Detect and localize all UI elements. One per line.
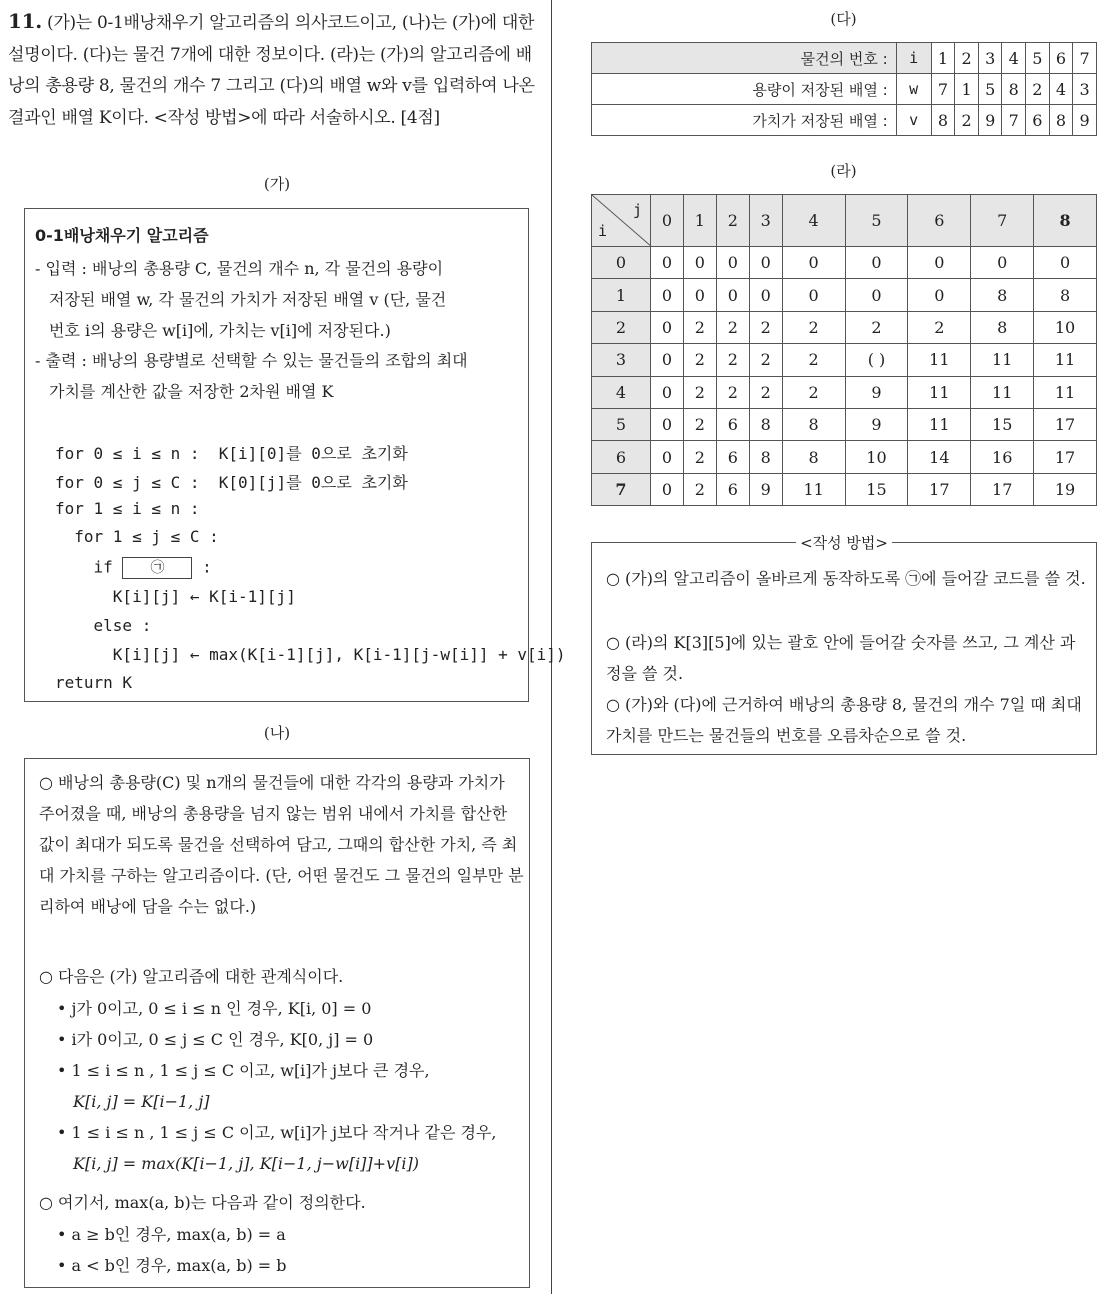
dp-col-header: 2 — [716, 195, 749, 247]
algorithm-title: 0-1배낭채우기 알고리즘 — [35, 226, 209, 245]
dp-cell: 11 — [1034, 344, 1097, 376]
description-text: ○ 배낭의 총용량(C) 및 n개의 물건들에 대한 각각의 용량과 가치가 주어졌을 때, 배낭의 총용량을 넘지 않는 범위 내에서 가치를 합산한 값이 최대가 되도록 물건을 선택하여 담고, 그때의 합산한 가치, 즉 최대 가치를 구하는 알고리즘이다. (단, 어떤 물건도 그 물건의 일부만 분리하여 배낭에 담을 수는 없다.) — [39, 773, 524, 916]
dp-cell: 11 — [971, 376, 1034, 408]
caption-ga: (가) — [263, 175, 291, 193]
items-cell: 3 — [978, 43, 1002, 74]
max-case-2: • a < b인 경우, max(a, b) = b — [57, 1256, 287, 1275]
items-row-var: i — [896, 43, 931, 74]
instructions-title: <작성 방법> — [796, 534, 892, 552]
instruction-2: ○ (라)의 K[3][5]에 있는 괄호 안에 들어갈 숫자를 쓰고, 그 계산 과정을 쓸 것. — [606, 633, 1076, 683]
dp-header-row — [592, 195, 1097, 247]
output-label: - 출력 : — [35, 351, 87, 370]
dp-cell: 11 — [908, 376, 971, 408]
items-cell: 4 — [1002, 43, 1026, 74]
dp-row — [592, 311, 1097, 343]
dp-cell: 0 — [651, 311, 684, 343]
dp-cell: 8 — [971, 279, 1034, 311]
items-cell: 8 — [931, 105, 955, 136]
items-row — [592, 43, 1097, 74]
dp-cell: 0 — [716, 279, 749, 311]
dp-cell: 11 — [908, 344, 971, 376]
dp-col-header: 7 — [971, 195, 1034, 247]
input-text-3: 번호 i의 용량은 w[i]에, 가치는 v[i]에 저장된다.) — [49, 321, 391, 340]
dp-cell: 9 — [845, 408, 908, 440]
dp-cell: 2 — [683, 408, 716, 440]
dp-cell: 0 — [749, 279, 782, 311]
dp-cell: 6 — [716, 473, 749, 505]
dp-cell: 8 — [782, 441, 845, 473]
code-line-1: for 0 ≤ i ≤ n : K[i][0]를 0으로 초기화 — [55, 444, 408, 463]
items-cell: 3 — [1073, 74, 1097, 105]
dp-cell: 0 — [845, 247, 908, 279]
dp-cell: 0 — [908, 279, 971, 311]
dp-cell: 9 — [845, 376, 908, 408]
dp-cell: 2 — [683, 473, 716, 505]
dp-cell: 15 — [845, 473, 908, 505]
relation-4: • 1 ≤ i ≤ n , 1 ≤ j ≤ C 이고, w[i]가 j보다 작거나 같은 경우, — [57, 1123, 497, 1142]
relation-4-formula: K[i, j] = max(K[i−1, j], K[i−1, j−w[i]]+v[i]) — [73, 1154, 419, 1173]
corner-j: j — [632, 201, 642, 219]
dp-blank-cell: ( ) — [845, 344, 908, 376]
dp-cell: 2 — [683, 376, 716, 408]
dp-cell: 2 — [683, 311, 716, 343]
instruction-3: ○ (가)와 (다)에 근거하여 배낭의 총용량 8, 물건의 개수 7일 때 최대 가치를 만드는 물건들의 번호를 오름차순으로 쓸 것. — [606, 695, 1082, 745]
dp-cell: 0 — [716, 247, 749, 279]
items-row-label: 물건의 번호 : — [592, 43, 897, 74]
items-row-label: 가치가 저장된 배열 : — [592, 105, 897, 136]
input-text-1: 배낭의 총용량 C, 물건의 개수 n, 각 물건의 용량이 — [91, 259, 444, 278]
dp-row-header: 5 — [592, 408, 651, 440]
description-box — [24, 758, 530, 1288]
dp-cell: 2 — [782, 376, 845, 408]
colon: : — [202, 557, 212, 577]
items-row — [592, 74, 1097, 105]
dp-cell: 0 — [651, 441, 684, 473]
items-cell: 7 — [931, 74, 955, 105]
items-table — [591, 42, 1097, 136]
dp-cell: 15 — [971, 408, 1034, 440]
code-line-4: for 1 ≤ j ≤ C : — [55, 527, 219, 546]
dp-cell: 10 — [845, 441, 908, 473]
pseudocode-box — [24, 208, 566, 702]
dp-col-header: 1 — [683, 195, 716, 247]
dp-cell: 17 — [1034, 441, 1097, 473]
dp-row — [592, 344, 1097, 376]
dp-cell: 0 — [782, 247, 845, 279]
output-text-2: 가치를 계산한 값을 저장한 2차원 배열 K — [49, 382, 334, 401]
dp-cell: 0 — [651, 408, 684, 440]
items-row — [592, 105, 1097, 136]
dp-cell: 0 — [651, 344, 684, 376]
caption-da: (다) — [830, 10, 857, 28]
items-cell: 8 — [1049, 105, 1073, 136]
dp-cell: 0 — [908, 247, 971, 279]
dp-cell: 6 — [716, 408, 749, 440]
dp-cell: 0 — [651, 247, 684, 279]
items-cell: 5 — [978, 74, 1002, 105]
dp-cell: 8 — [782, 408, 845, 440]
items-cell: 2 — [955, 105, 979, 136]
dp-cell: 2 — [716, 311, 749, 343]
dp-cell: 2 — [716, 344, 749, 376]
dp-cell: 8 — [971, 311, 1034, 343]
dp-row-header: 2 — [592, 311, 651, 343]
dp-cell: 2 — [749, 344, 782, 376]
corner-i: i — [598, 222, 608, 240]
items-cell: 8 — [1002, 74, 1026, 105]
dp-cell: 0 — [749, 247, 782, 279]
code-line-9: return K — [55, 673, 133, 692]
dp-cell: 11 — [782, 473, 845, 505]
dp-row-header: 4 — [592, 376, 651, 408]
instruction-1: ○ (가)의 알고리즘이 올바르게 동작하도록 ㉠에 들어갈 코드를 쓸 것. — [606, 569, 1086, 588]
items-cell: 7 — [1002, 105, 1026, 136]
dp-col-header: 0 — [651, 195, 684, 247]
input-description — [35, 253, 525, 346]
question-number: 11. — [8, 9, 42, 33]
items-row-label: 용량이 저장된 배열 : — [592, 74, 897, 105]
dp-cell: 2 — [749, 311, 782, 343]
output-description — [35, 345, 525, 407]
dp-table — [591, 194, 1097, 506]
dp-row-header: 1 — [592, 279, 651, 311]
dp-row — [592, 247, 1097, 279]
dp-col-header: 4 — [782, 195, 845, 247]
dp-cell: 8 — [749, 408, 782, 440]
dp-cell: 2 — [749, 376, 782, 408]
code-line-7: else : — [55, 616, 152, 635]
dp-row — [592, 279, 1097, 311]
dp-col-header: 8 — [1034, 195, 1097, 247]
dp-cell: 2 — [683, 441, 716, 473]
relation-heading: ○ 다음은 (가) 알고리즘에 대한 관계식이다. — [39, 967, 344, 986]
items-row-var: w — [896, 74, 931, 105]
items-cell: 9 — [1073, 105, 1097, 136]
description-paragraph — [39, 767, 524, 922]
relation-3: • 1 ≤ i ≤ n , 1 ≤ j ≤ C 이고, w[i]가 j보다 큰 경우, — [57, 1061, 430, 1080]
dp-cell: 0 — [971, 247, 1034, 279]
relation-2: • i가 0이고, 0 ≤ j ≤ C 인 경우, K[0, j] = 0 — [57, 1030, 374, 1049]
blank-box: ㉠ — [122, 557, 192, 579]
dp-cell: 0 — [782, 279, 845, 311]
items-cell: 5 — [1026, 43, 1050, 74]
dp-cell: 0 — [683, 247, 716, 279]
dp-cell: 8 — [1034, 279, 1097, 311]
relation-1: • j가 0이고, 0 ≤ i ≤ n 인 경우, K[i, 0] = 0 — [57, 999, 372, 1018]
code-line-2: for 0 ≤ j ≤ C : K[0][j]를 0으로 초기화 — [55, 473, 408, 492]
dp-row-header: 3 — [592, 344, 651, 376]
caption-na: (나) — [263, 724, 291, 742]
dp-cell: 0 — [1034, 247, 1097, 279]
dp-cell: 11 — [971, 344, 1034, 376]
dp-col-header: 5 — [845, 195, 908, 247]
input-label: - 입력 : — [35, 259, 87, 278]
dp-cell: 10 — [1034, 311, 1097, 343]
dp-row — [592, 376, 1097, 408]
max-heading: ○ 여기서, max(a, b)는 다음과 같이 정의한다. — [39, 1193, 366, 1212]
max-case-1: • a ≥ b인 경우, max(a, b) = a — [57, 1225, 286, 1244]
caption-ra: (라) — [830, 162, 857, 180]
input-text-2: 저장된 배열 w, 각 물건의 가치가 저장된 배열 v (단, 물건 — [49, 290, 447, 309]
dp-corner-cell — [592, 195, 651, 247]
items-cell: 2 — [1026, 74, 1050, 105]
dp-row-header: 7 — [592, 473, 651, 505]
items-row-var: v — [896, 105, 931, 136]
dp-cell: 11 — [1034, 376, 1097, 408]
items-cell: 2 — [955, 43, 979, 74]
dp-cell: 2 — [845, 311, 908, 343]
items-cell: 1 — [931, 43, 955, 74]
dp-cell: 2 — [716, 376, 749, 408]
dp-cell: 17 — [1034, 408, 1097, 440]
dp-cell: 2 — [683, 344, 716, 376]
items-cell: 4 — [1049, 74, 1073, 105]
dp-cell: 0 — [651, 473, 684, 505]
dp-cell: 0 — [651, 376, 684, 408]
question-stem — [8, 6, 538, 134]
question-text: (가)는 0-1배낭채우기 알고리즘의 의사코드이고, (나)는 (가)에 대한 설명이다. (다)는 물건 7개에 대한 정보이다. (라)는 (가)의 알고리즘에 배낭의 총용량 8, 물건의 개수 7 그리고 (다)의 배열 w와 v를 입력하여 나온 결과인 배열 K이다. <작성 방법>에 따라 서술하시오. [4점] — [8, 13, 535, 128]
dp-cell: 2 — [908, 311, 971, 343]
output-text-1: 배낭의 용량별로 선택할 수 있는 물건들의 조합의 최대 — [91, 351, 468, 370]
dp-cell: 16 — [971, 441, 1034, 473]
dp-cell: 17 — [908, 473, 971, 505]
dp-cell: 2 — [782, 311, 845, 343]
items-cell: 6 — [1049, 43, 1073, 74]
dp-col-header: 6 — [908, 195, 971, 247]
dp-row-header: 0 — [592, 247, 651, 279]
items-cell: 9 — [978, 105, 1002, 136]
items-cell: 7 — [1073, 43, 1097, 74]
items-cell: 1 — [955, 74, 979, 105]
code-line-3: for 1 ≤ i ≤ n : — [55, 499, 200, 518]
dp-cell: 11 — [908, 408, 971, 440]
dp-row — [592, 441, 1097, 473]
dp-cell: 6 — [716, 441, 749, 473]
dp-col-header: 3 — [749, 195, 782, 247]
dp-cell: 19 — [1034, 473, 1097, 505]
code-line-5 — [55, 557, 212, 579]
code-line-6: K[i][j] ← K[i-1][j] — [55, 587, 296, 606]
dp-cell: 14 — [908, 441, 971, 473]
dp-cell: 0 — [683, 279, 716, 311]
dp-cell: 8 — [749, 441, 782, 473]
relation-3-formula: K[i, j] = K[i−1, j] — [73, 1092, 210, 1111]
dp-cell: 9 — [749, 473, 782, 505]
if-keyword: if — [55, 557, 113, 577]
dp-cell: 17 — [971, 473, 1034, 505]
code-line-8: K[i][j] ← max(K[i-1][j], K[i-1][j-w[i]] + v[i]) — [55, 645, 566, 664]
items-cell: 6 — [1026, 105, 1050, 136]
dp-cell: 2 — [782, 344, 845, 376]
dp-cell: 0 — [845, 279, 908, 311]
instructions-box — [591, 534, 1097, 755]
dp-row — [592, 408, 1097, 440]
dp-row-header: 6 — [592, 441, 651, 473]
dp-row — [592, 473, 1097, 505]
dp-cell: 0 — [651, 279, 684, 311]
